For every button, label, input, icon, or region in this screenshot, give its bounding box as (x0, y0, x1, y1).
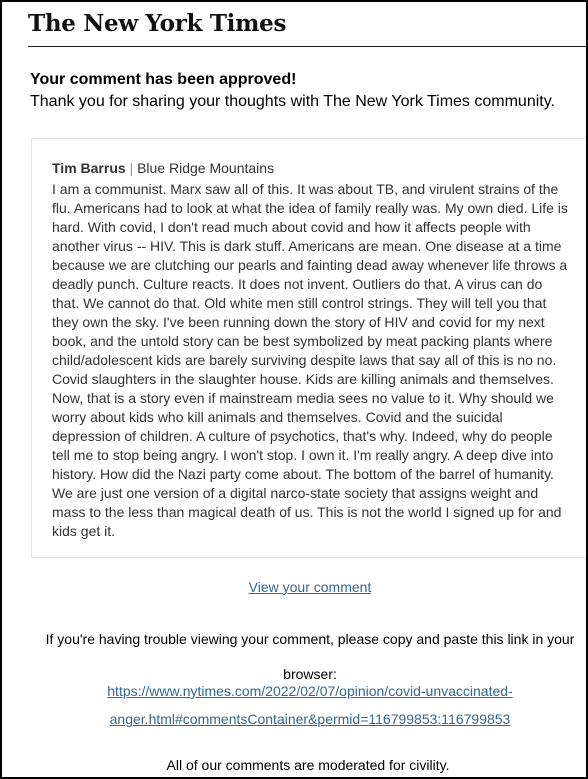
moderation-note: All of our comments are moderated for civility. (166, 757, 450, 773)
comment-url-link[interactable]: https://www.nytimes.com/2022/02/07/opinion/covid-unvaccinated-anger.html#commentsContainer&permid=116799853:116799853 (107, 683, 513, 727)
thank-you-message: Thank you for sharing your thoughts with The New York Times community. (30, 93, 555, 110)
comment-author: Tim Barrus (52, 160, 126, 176)
nyt-logo[interactable]: The New York Times (28, 10, 287, 37)
meta-separator: | (129, 160, 134, 176)
comment-location: Blue Ridge Mountains (137, 160, 275, 176)
view-comment-link[interactable]: View your comment (248, 579, 372, 595)
header-divider (28, 46, 588, 47)
comment-meta (52, 160, 274, 176)
trouble-viewing-text: If you're having trouble viewing your comment, please copy and paste this link in your browser: (45, 631, 575, 682)
comment-card (31, 138, 587, 558)
comment-body: I am a communist. Marx saw all of this. It was about TB, and virulent strains of the flu. Americans had to look at what the idea of family really was. My own died. Life is hard. With covid, I don't read much about covid and how it affects people with another virus -- HIV. This is dark stuff. Americans are mean. One disease at a time because we are clutching our pearls and fainting dead away whenever life throws a deadly punch. Culture reacts. It does not invent. Outliers do that. A virus can do that. We cannot do that. Old white men still control strings. They will tell you that they own the sky. I've been running down the story of HIV and covid for my next book, and the untold story can be best symbolized by meat packing plants where child/adolescent kids are barely surviving despite laws that say all of this is no no. Covid slaughters in the slaughter house. Kids are killing animals and themselves. Now, that is a story even if mainstream media sees no value to it. Why should we worry about kids who kill animals and themselves. Covid and the suicidal depression of children. A culture of psychotics, that's why. Indeed, why do people tell me to stop being angry. I won't stop. I own it. I'm really angry. A deep dive into history. How did the Nazi party come about. The bottom of the barrel of humanity. We are just one version of a digital narco-state society that assigns weight and mass to the less than magical death of us. This is not the world I signed up for and kids get it. (52, 181, 568, 539)
approval-heading: Your comment has been approved! (30, 71, 297, 88)
